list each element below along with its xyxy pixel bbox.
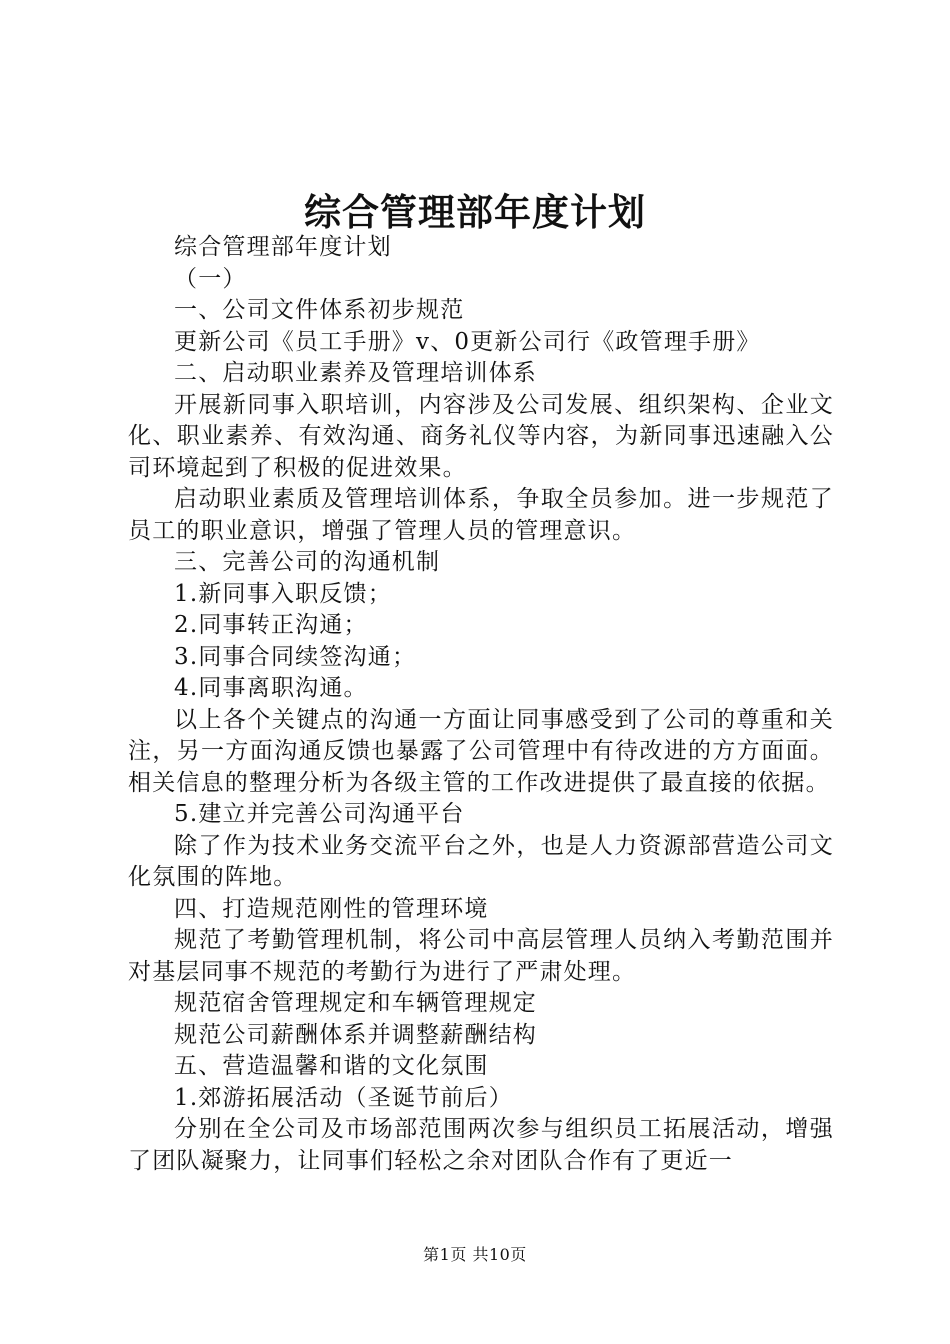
paragraph: 规范公司薪酬体系并调整薪酬结构 — [174, 1021, 537, 1048]
paragraph: 除了作为技术业务交流平台之外，也是人力资源部营造公司文化氛围的阵地。 — [128, 832, 834, 890]
paragraph: 更新公司《员工手册》v、0更新公司行《政管理手册》 — [174, 328, 761, 355]
section-heading: 四、打造规范刚性的管理环境 — [174, 895, 489, 922]
list-item: 4.同事离职沟通。 — [174, 675, 368, 701]
paragraph: 启动职业素质及管理培训体系，争取全员参加。进一步规范了员工的职业意识，增强了管理人员的管理意识。 — [128, 486, 834, 544]
document-title: 综合管理部年度计划 — [304, 190, 646, 234]
section-heading: 五、营造温馨和谐的文化氛围 — [174, 1053, 489, 1079]
paragraph: 规范了考勤管理机制，将公司中高层管理人员纳入考勤范围并对基层同事不规范的考勤行为进行了严肃处理。 — [128, 927, 834, 985]
list-item: 1.郊游拓展活动（圣诞节前后） — [174, 1084, 513, 1111]
section-heading: 二、启动职业素养及管理培训体系 — [174, 360, 537, 386]
paragraph: 综合管理部年度计划 — [174, 234, 392, 260]
list-item: 3.同事合同续签沟通； — [174, 643, 417, 670]
page-footer: 第1页 共10页 — [423, 1245, 527, 1264]
list-item: 5.建立并完善公司沟通平台 — [174, 801, 465, 827]
paragraph: 开展新同事入职培训，内容涉及公司发展、组织架构、企业文化、职业素养、有效沟通、商务礼仪等内容，为新同事迅速融入公司环境起到了积极的促进效果。 — [128, 391, 834, 481]
section-heading: 一、公司文件体系初步规范 — [174, 297, 465, 323]
list-item: 2.同事转正沟通； — [174, 612, 368, 638]
list-item: 1.新同事入职反馈； — [174, 580, 392, 607]
paragraph: 分别在全公司及市场部范围两次参与组织员工拓展活动，增强了团队凝聚力，让同事们轻松之余对团队合作有了更近一 — [128, 1116, 834, 1174]
paragraph: 规范宿舍管理规定和车辆管理规定 — [174, 990, 537, 1016]
paragraph: 以上各个关键点的沟通一方面让同事感受到了公司的尊重和关注，另一方面沟通反馈也暴露了公司管理中有待改进的方方面面。相关信息的整理分析为各级主管的工作改进提供了最直接的依据。 — [128, 706, 834, 796]
paragraph: （一） — [174, 265, 247, 292]
section-heading: 三、完善公司的沟通机制 — [174, 549, 441, 575]
document-body — [128, 232, 834, 1177]
